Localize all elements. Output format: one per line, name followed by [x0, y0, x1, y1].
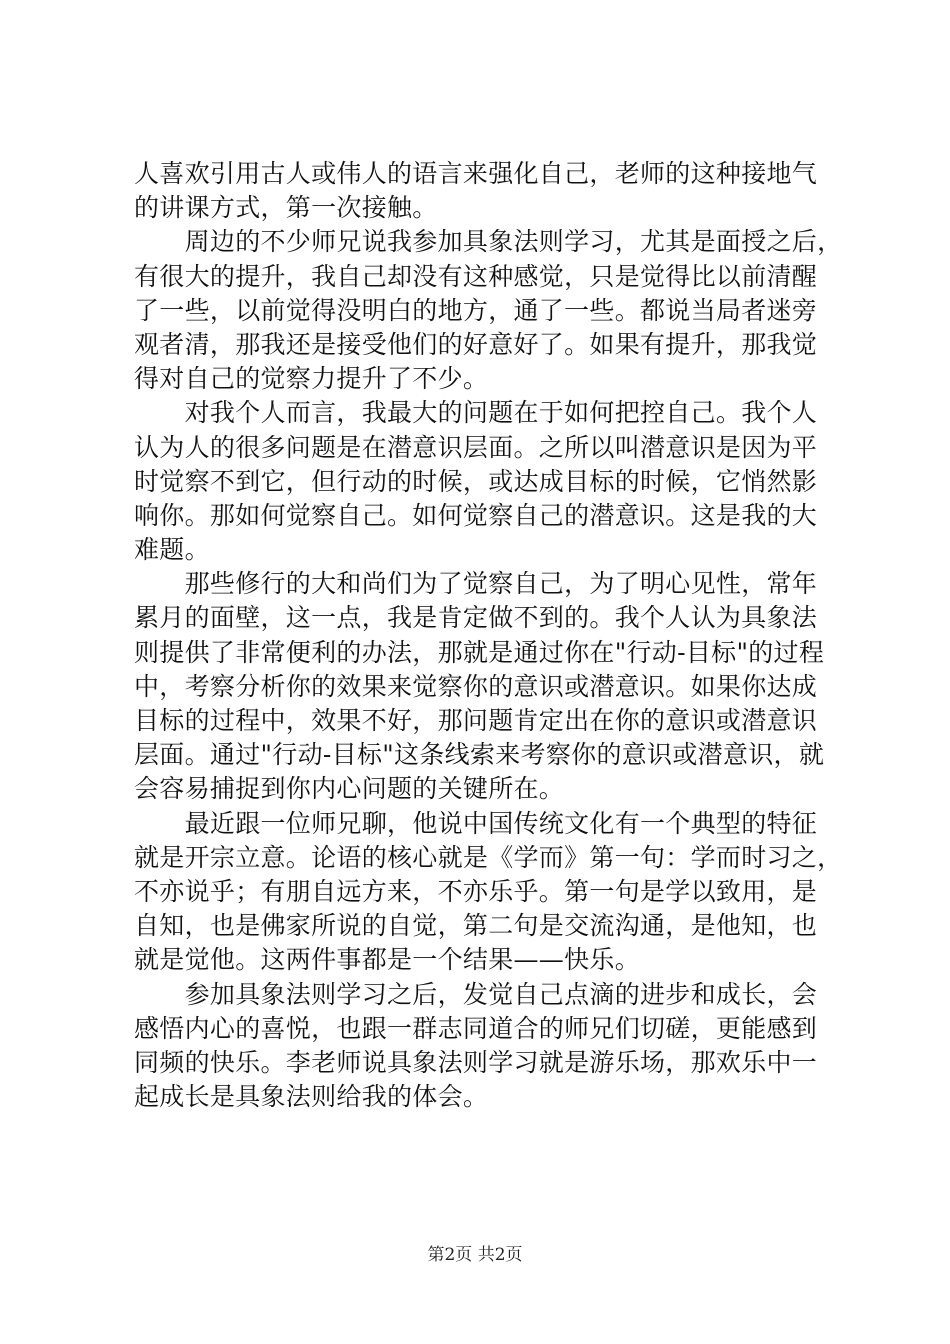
text-line: 参加具象法则学习之后，发觉自己点滴的进步和成长，会 [134, 979, 818, 1009]
text-line: 认为人的很多问题是在潜意识层面。之所以叫潜意识是因为平 [134, 432, 818, 462]
text-line: 感悟内心的喜悦，也跟一群志同道合的师兄们切磋，更能感到 [134, 1013, 818, 1043]
text-line: 就是觉他。这两件事都是一个结果——快乐。 [134, 945, 641, 975]
text-line: 同频的快乐。李老师说具象法则学习就是游乐场，那欢乐中一 [134, 1047, 818, 1077]
text-line: 目标的过程中，效果不好，那问题肯定出在你的意识或潜意识 [134, 706, 818, 735]
text-line: 层面。通过"行动-目标"这条线索来考察你的意识或潜意识，就 [134, 740, 825, 770]
text-line: 则提供了非常便利的办法，那就是通过你在"行动-目标"的过程 [134, 637, 825, 667]
text-line: 中，考察分析你的效果来觉察你的意识或潜意识。如果你达成 [134, 671, 818, 701]
document-body [134, 157, 843, 1114]
text-line: 那些修行的大和尚们为了觉察自己，为了明心见性，常年 [134, 569, 818, 599]
text-line: 难题。 [134, 535, 210, 565]
text-line: 自知，也是佛家所说的自觉，第二句是交流沟通，是他知，也 [134, 911, 818, 941]
text-line: 累月的面壁，这一点，我是肯定做不到的。我个人认为具象法 [134, 603, 818, 633]
text-line: 有很大的提升，我自己却没有这种感觉，只是觉得比以前清醒 [134, 261, 818, 291]
text-line: 人喜欢引用古人或伟人的语言来强化自己，老师的这种接地气 [134, 159, 818, 188]
text-line: 不亦说乎；有朋自远方来，不亦乐乎。第一句是学以致用，是 [134, 876, 818, 906]
text-line: 响你。那如何觉察自己。如何觉察自己的潜意识。这是我的大 [134, 500, 818, 530]
text-line: 的讲课方式，第一次接触。 [134, 193, 438, 223]
text-line: 会容易捕捉到你内心问题的关键所在。 [134, 774, 565, 804]
text-line: 起成长是具象法则给我的体会。 [134, 1082, 489, 1112]
text-line: 最近跟一位师兄聊，他说中国传统文化有一个典型的特征 [134, 808, 818, 838]
text-line: 对我个人而言，我最大的问题在于如何把控自己。我个人 [134, 398, 818, 428]
text-line: 了一些，以前觉得没明白的地方，通了一些。都说当局者迷旁 [134, 295, 818, 325]
text-line: 观者清，那我还是接受他们的好意好了。如果有提升，那我觉 [134, 329, 818, 359]
text-line: 周边的不少师兄说我参加具象法则学习，尤其是面授之后， [134, 227, 843, 257]
text-line: 时觉察不到它，但行动的时候，或达成目标的时候，它悄然影 [134, 466, 818, 496]
page-number-footer: 第2页 共2页 [427, 1245, 523, 1265]
text-line: 得对自己的觉察力提升了不少。 [134, 364, 489, 394]
text-line: 就是开宗立意。论语的核心就是《学而》第一句：学而时习之， [134, 842, 843, 872]
